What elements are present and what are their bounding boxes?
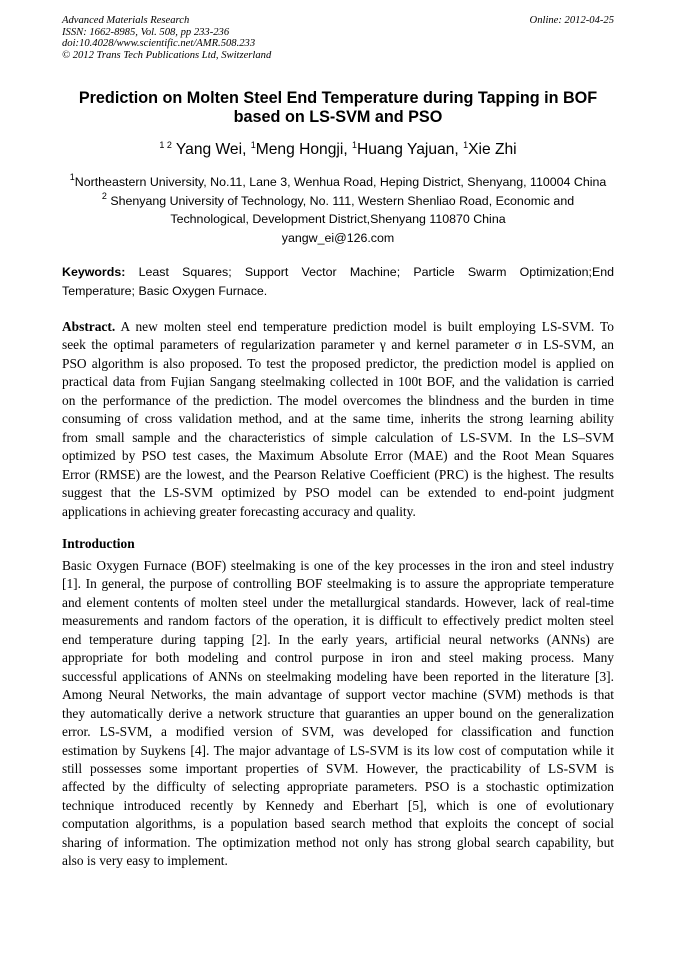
body-line: measurements and random factors of the operation, it is difficult to effectively predict molten steel [62,613,614,629]
author-list [62,141,614,159]
body-line: still possesses some important properties of SVM. However, the practicability of LS-SVM is [62,760,614,776]
abstract-line: PSO algorithm is also proposed. To test the proposed predictor, the prediction model is applied on [62,355,614,371]
body-line: affected by the difficulty of selecting appropriate parameters. PSO is a stochastic optimization [62,779,614,795]
body-line: successful applications of ANNs on steelmaking modeling have been reported in the literature [3]. [62,668,614,684]
online-date: Online: 2012-04-25 [529,15,614,26]
author-affil-marker: 1 [352,140,358,150]
abstract-line: practical data from Fujian Sangang steelmaking collected in 100t BOF, and the validation is carried [62,374,614,390]
keywords-label: Keywords: [62,265,126,279]
abstract [62,318,614,521]
introduction-body [62,557,614,871]
abstract-line: Error (RMSE) are the lowest, and the Pearson Relative Coefficient (PRC) is the highest. The results [62,466,614,482]
body-line: technique introduced recently by Kennedy and Eberhart [5], which is one of evolutionary [62,797,614,813]
abstract-line: optimized by PSO test cases, the Maximum Absolute Error (MAE) and the Root Mean Squares [62,448,614,464]
body-line: Among Neural Networks, the main advantage of support vector machine (SVM) methods is that [62,687,614,703]
abstract-line: A new molten steel end temperature prediction model is built employing LS-SVM. To [115,319,614,334]
author-name: Xie Zhi [468,141,517,158]
title-line-1: Prediction on Molten Steel End Temperature during Tapping in BOF [78,89,598,107]
journal-header [62,15,271,61]
abstract-line: applications in achieving greater forecasting accuracy and quality. [62,503,416,519]
body-line: Basic Oxygen Furnace (BOF) steelmaking is one of the key processes in the iron and steel industry [62,558,614,573]
abstract-line: suggest that the LS-SVM optimized by PSO model can be extended to end-point judgment [62,485,614,501]
author-affil-marker: 1 [250,140,256,150]
body-line: estimation by Suykens [4]. The major advantage of LS-SVM is its low cost of computation while it [62,742,614,758]
section-heading-introduction: Introduction [62,536,135,551]
keywords-text: Temperature; Basic Oxygen Furnace. [62,283,268,298]
body-line: appropriate for both modeling and control purpose in iron and steel making process. Many [62,650,614,666]
abstract-line: from small sample and the characteristics of simple calculation of LS-SVM. In the LS–SVM [62,429,614,445]
abstract-label: Abstract. [62,319,116,334]
affiliations [62,173,614,247]
journal-name: Advanced Materials Research [62,15,190,26]
affil-marker: 2 [101,190,107,201]
body-line: error. LS-SVM, a modified version of SVM, was developed for classification and function [62,724,614,740]
body-line: end temperature during tapping [2]. In the early years, artificial neural networks (ANNs) are [62,631,614,647]
author-name: Huang Yajuan, [357,141,459,158]
author-email[interactable]: yangw_ei@126.com [281,230,395,245]
author-name: Yang Wei, [175,141,247,158]
body-line: also is very easy to implement. [62,853,228,869]
body-line: computation algorithms, is a population based search method that exploits the concept of social [62,816,614,832]
issn-volume-pages: ISSN: 1662-8985, Vol. 508, pp 233-236 [62,26,230,38]
keywords-text: Least Squares; Support Vector Machine; Particle Swarm Optimization;End [138,265,614,279]
abstract-line: on the performance of the prediction. The model overcomes the blindness and the burden in time [62,392,614,408]
affil-marker: 1 [69,172,75,182]
keywords [62,263,614,300]
affiliation-1 [62,173,614,192]
copyright: © 2012 Trans Tech Publications Ltd, Switzerland [62,49,272,61]
affiliation-text: Shenyang University of Technology, No. 111, Western Shenliao Road, Economic and [106,193,575,208]
author-affil-marker: 1 [463,140,469,150]
affiliation-2-cont: Technological, Development District,Shenyang 110870 China [170,212,506,226]
body-line: sharing of information. The optimization method not only has strong global search capability, but [62,834,614,850]
affiliation-2 [62,192,614,211]
doi: doi:10.4028/www.scientific.net/AMR.508.233 [62,38,256,49]
title-line-2: based on LS-SVM and PSO [233,108,443,126]
paper-title [62,89,614,127]
author-name: Meng Hongji, [255,141,348,158]
body-line: [1]. In general, the purpose of controlling BOF steelmaking is to assure the appropriate temperature [62,576,614,592]
body-line: they automatically derive a network structure that guaranties an upper bound on the generalization [62,705,614,721]
affiliation-text: Northeastern University, No.11, Lane 3, Wenhua Road, Heping District, Shenyang, 110004 China [74,175,607,189]
abstract-line: seek the optimal parameters of regularization parameter γ and kernel parameter σ in LS-SVM, an [62,337,614,353]
body-line: and element contents of molten steel under the metallurgical standards. However, lack of real-time [62,594,614,610]
abstract-line: consuming of cross validation method, and at the same time, inherits the strong learning ability [62,411,614,427]
author-affil-marker: 1 2 [159,140,172,150]
